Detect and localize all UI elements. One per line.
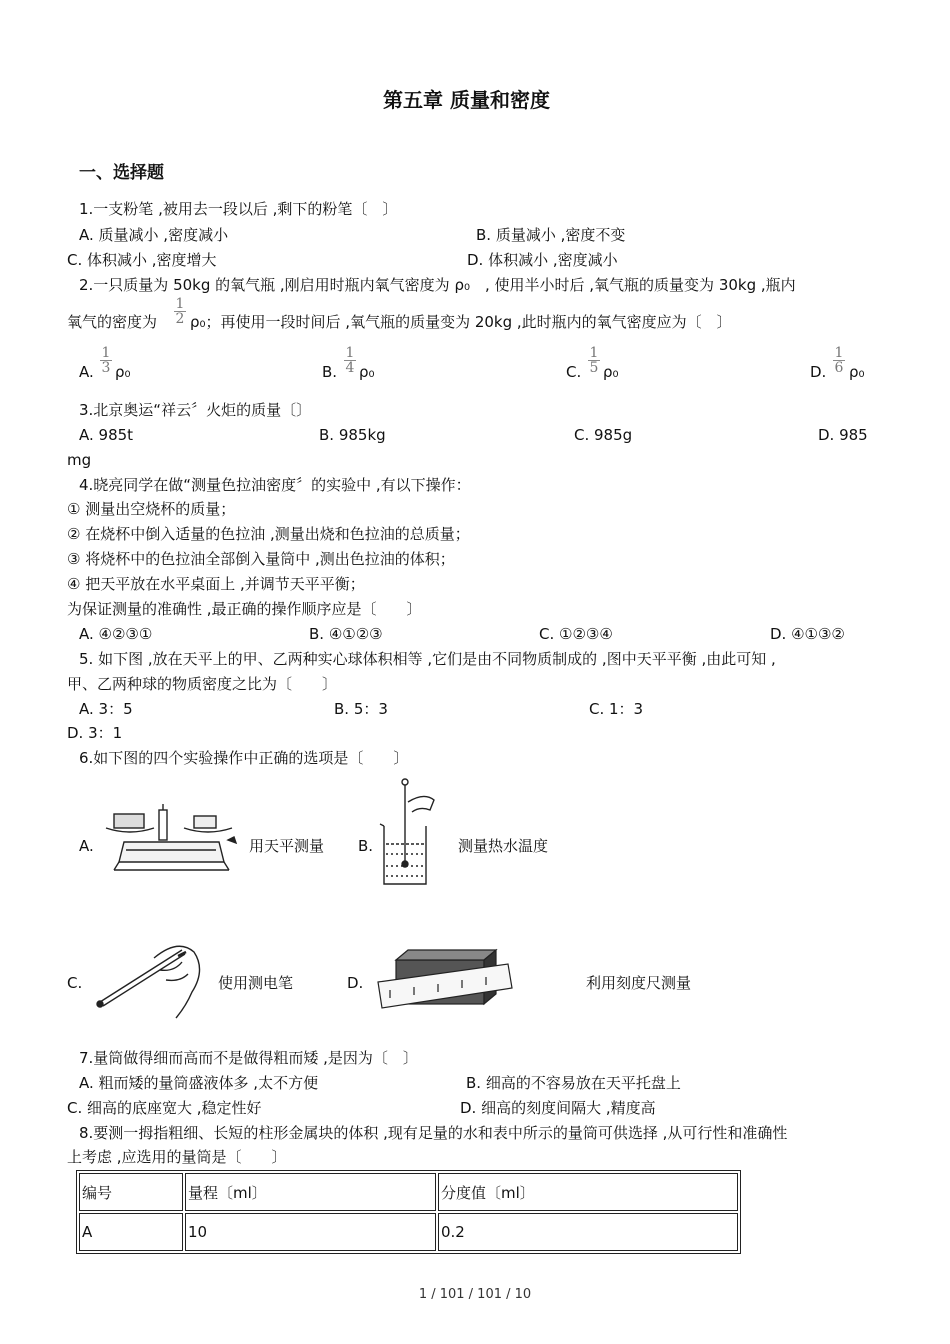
q7-stem: 7.量筒做得细而高而不是做得粗而矮 ,是因为〔 〕 (79, 1049, 418, 1067)
q3-option-d-unit: mg (67, 451, 92, 469)
fraction-denominator: 4 (345, 360, 355, 376)
q6-option-d-text: 利用刻度尺测量 (586, 974, 692, 992)
q1-option-c: C. 体积减小 ,密度增大 (67, 251, 217, 269)
q5-stem-line2: 甲、乙两种球的物质密度之比为〔 〕 (67, 675, 338, 693)
q6-option-c-text: 使用测电笔 (218, 974, 294, 992)
q1-option-b: B. 质量减小 ,密度不变 (476, 226, 626, 244)
q2-option-c-rho: ρ₀ (603, 363, 619, 381)
q5-option-a: A. 3：5 (79, 700, 133, 718)
fraction-numerator: 1 (175, 296, 185, 312)
q3-option-b: B. 985kg (319, 426, 386, 444)
table-header-row (79, 1173, 738, 1211)
fraction-denominator: 5 (589, 360, 599, 376)
q3-option-c: C. 985g (574, 426, 633, 444)
q5-option-c: C. 1：3 (589, 700, 644, 718)
q4-step-3: ③ 将烧杯中的色拉油全部倒入量筒中 ,测出色拉油的体积； (67, 550, 455, 568)
q2-fraction-half (174, 297, 186, 326)
q5-stem-line1: 5. 如下图 ,放在天平上的甲、乙两种实心球体积相等 ,它们是由不同物质制成的 ,图中天平平衡 ,由此可知 , (79, 650, 776, 668)
q6-option-c-label: C. (67, 974, 83, 992)
q4-question: 为保证测量的准确性 ,最正确的操作顺序应是〔 〕 (67, 600, 422, 618)
cylinder-table (76, 1170, 741, 1254)
q2-option-d-label: D. (810, 363, 827, 381)
q2-stem-line2b: ρ₀；再使用一段时间后 ,氧气瓶的质量变为 20kg ,此时瓶内的氧气密度应为〔 〕 (190, 313, 732, 331)
q2-option-c-fraction (588, 346, 600, 375)
fraction-denominator: 6 (834, 360, 844, 376)
q1-option-d: D. 体积减小 ,密度减小 (467, 251, 618, 269)
q8-stem-line1: 8.要测一拇指粗细、长短的柱形金属块的体积 ,现有足量的水和表中所示的量筒可供选择 ,从可行性和准确性 (79, 1124, 788, 1142)
table-header-cell: 分度值〔ml〕 (438, 1173, 738, 1211)
q4-step-1: ① 测量出空烧杯的质量； (67, 500, 236, 518)
q3-stem: 3.北京奥运“祥云〞火炬的质量〔〕 (79, 401, 312, 419)
q2-option-a-fraction (100, 346, 112, 375)
q2-stem-line2a: 氧气的密度为 (67, 313, 158, 331)
q6-option-a-text: 用天平测量 (249, 837, 325, 855)
fraction-denominator: 2 (175, 311, 185, 327)
q1-option-a: A. 质量减小 ,密度减小 (79, 226, 229, 244)
q2-option-b-fraction (344, 346, 356, 375)
table-header-cell: 编号 (79, 1173, 183, 1211)
q4-stem: 4.晓亮同学在做“测量色拉油密度〞的实验中 ,有以下操作： (79, 476, 471, 494)
q4-option-b: B. ④①②③ (309, 625, 383, 643)
q3-option-a: A. 985t (79, 426, 134, 444)
table-cell: A (79, 1213, 183, 1251)
q8-stem-line2: 上考虑 ,应选用的量筒是〔 〕 (67, 1148, 287, 1166)
q7-option-d: D. 细高的刻度间隔大 ,精度高 (460, 1099, 656, 1117)
q7-option-a: A. 粗而矮的量筒盛液体多 ,太不方便 (79, 1074, 319, 1092)
q6-option-a-label: A. (79, 837, 94, 855)
q2-option-a-label: A. (79, 363, 94, 381)
thermometer-beaker-illustration (378, 776, 438, 888)
q6-stem: 6.如下图的四个实验操作中正确的选项是〔 〕 (79, 749, 409, 767)
section-heading: 一、选择题 (79, 163, 164, 183)
q2-option-d-fraction (833, 346, 845, 375)
q2-stem-line1: 2.一只质量为 50kg 的氧气瓶 ,刚启用时瓶内氧气密度为 ρ₀ , 使用半小时后 ,氧气瓶的质量变为 30kg ,瓶内 (79, 276, 796, 294)
balance-scale-illustration (104, 800, 240, 882)
page-number-footer: 1 / 101 / 101 / 10 (418, 1287, 532, 1302)
fraction-numerator: 1 (589, 345, 599, 361)
q2-option-a-rho: ρ₀ (115, 363, 131, 381)
q2-option-b-rho: ρ₀ (359, 363, 375, 381)
fraction-numerator: 1 (101, 345, 111, 361)
q2-option-c-label: C. (566, 363, 582, 381)
q4-option-c: C. ①②③④ (539, 625, 613, 643)
table-cell: 10 (185, 1213, 436, 1251)
page-title: 第五章 质量和密度 (383, 88, 550, 112)
q4-option-d: D. ④①③② (770, 625, 845, 643)
table-cell: 0.2 (438, 1213, 738, 1251)
q5-option-d: D. 3：1 (67, 724, 123, 742)
fraction-denominator: 3 (101, 360, 111, 376)
q7-option-b: B. 细高的不容易放在天平托盘上 (466, 1074, 681, 1092)
ruler-block-illustration (370, 946, 520, 1020)
q1-stem: 1.一支粉笔 ,被用去一段以后 ,剩下的粉笔〔 〕 (79, 200, 398, 218)
fraction-numerator: 1 (834, 345, 844, 361)
q4-option-a: A. ④②③① (79, 625, 153, 643)
fraction-numerator: 1 (345, 345, 355, 361)
table-row (79, 1213, 738, 1251)
q4-step-2: ② 在烧杯中倒入适量的色拉油 ,测量出烧和色拉油的总质量； (67, 525, 470, 543)
q3-option-d: D. 985 (818, 426, 868, 444)
q4-step-4: ④ 把天平放在水平桌面上 ,并调节天平平衡； (67, 575, 365, 593)
table-header-cell: 量程〔ml〕 (185, 1173, 436, 1211)
q6-option-b-label: B. (358, 837, 374, 855)
q7-option-c: C. 细高的底座宽大 ,稳定性好 (67, 1099, 262, 1117)
test-pen-illustration (94, 936, 212, 1026)
q6-option-d-label: D. (347, 974, 364, 992)
q2-option-b-label: B. (322, 363, 338, 381)
q5-option-b: B. 5：3 (334, 700, 388, 718)
q6-option-b-text: 测量热水温度 (458, 837, 549, 855)
q2-option-d-rho: ρ₀ (849, 363, 865, 381)
